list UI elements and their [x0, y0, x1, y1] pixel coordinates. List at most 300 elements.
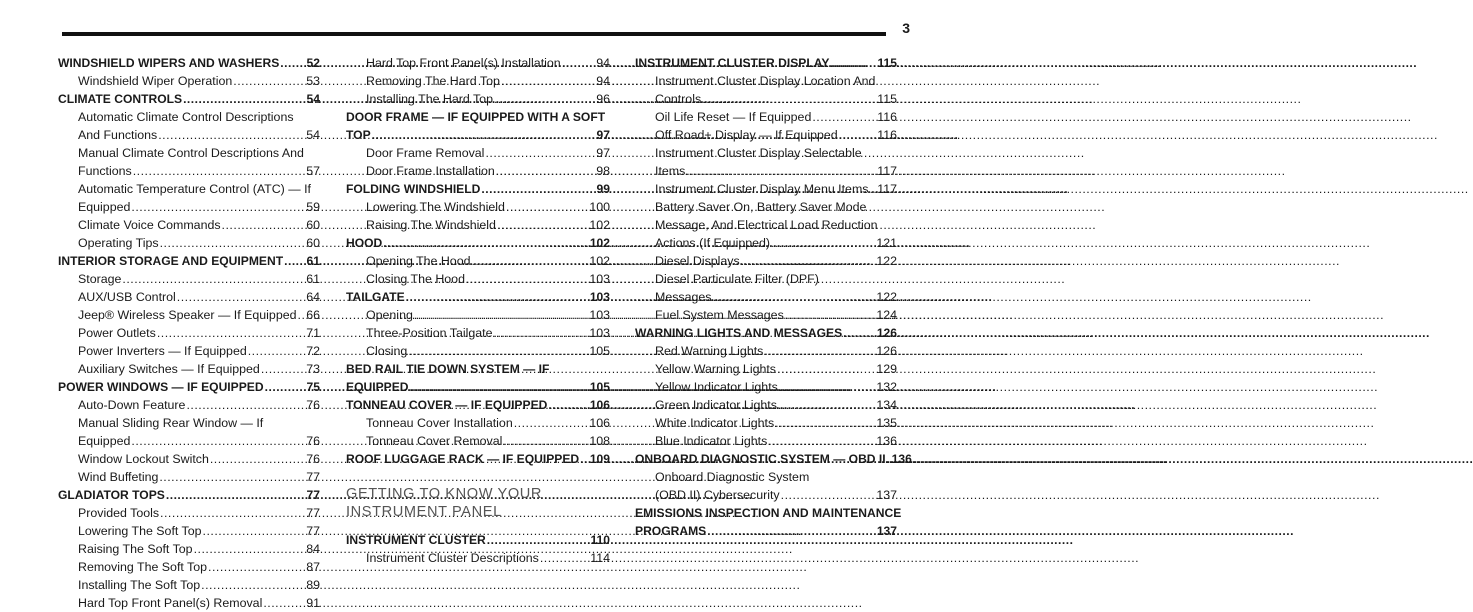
toc-entry-page: 115 [877, 56, 897, 70]
toc-subsection-entry[interactable] [58, 450, 320, 468]
toc-entry-title: INSTRUMENT CLUSTER [346, 533, 486, 547]
toc-subsection-entry[interactable] [635, 414, 897, 432]
toc-entry-page: 117 [877, 182, 897, 196]
toc-entry-page: 129 [876, 362, 897, 376]
toc-entry-title: Yellow Indicator Lights [655, 380, 778, 394]
toc-entry-page: 76 [306, 398, 320, 412]
dot-leader [177, 288, 305, 306]
toc-entry-title: Hard Top Front Panel(s) Removal [78, 596, 263, 610]
toc-entry-title: CLIMATE CONTROLS [58, 92, 183, 106]
toc-subsection-entry[interactable] [58, 540, 320, 558]
toc-subsection-entry[interactable] [58, 126, 320, 144]
toc-subsection-entry[interactable] [58, 504, 320, 522]
toc-section-entry[interactable] [58, 486, 320, 504]
toc-entry-page: 52 [306, 56, 320, 70]
toc-subsection-entry[interactable] [58, 558, 320, 576]
toc-entry-title: Blue Indicator Lights [655, 434, 768, 448]
toc-entry-title: Wind Buffeting [78, 470, 159, 484]
toc-entry-title: Messages [655, 290, 712, 304]
dot-leader [222, 216, 306, 234]
toc-subsection-entry[interactable] [58, 234, 320, 252]
toc-entry-page: 57 [306, 164, 320, 178]
toc-entry-page: 103 [589, 272, 610, 286]
toc-entry-page: 134 [876, 398, 897, 412]
toc-entry-page: 72 [306, 344, 320, 358]
dot-leader [481, 180, 595, 198]
dot-leader [562, 54, 596, 72]
toc-entry-title: Instrument Cluster Display Location And [655, 74, 876, 88]
toc-subsection-entry[interactable] [58, 522, 320, 540]
dot-leader [506, 198, 588, 216]
toc-subsection-entry[interactable] [346, 270, 610, 288]
dot-leader [830, 54, 876, 72]
toc-entry-title: Fuel System Messages [655, 308, 784, 322]
toc-entry-title: TOP [346, 128, 371, 142]
toc-entry-title: DOOR FRAME — IF EQUIPPED WITH A SOFT [346, 110, 606, 124]
toc-entry-page: 94 [596, 74, 610, 88]
dot-leader [494, 324, 589, 342]
toc-entry-title: Installing The Soft Top [78, 578, 201, 592]
toc-entry-page: 97 [596, 146, 610, 160]
toc-entry-title: Diesel Particulate Filter (DPF) [655, 272, 819, 286]
dot-leader [741, 252, 876, 270]
toc-entry-title: WARNING LIGHTS AND MESSAGES [635, 326, 843, 340]
toc-entry-title: Power Outlets [78, 326, 156, 340]
toc-entry-page: 126 [876, 344, 897, 358]
toc-entry-page: 53 [306, 74, 320, 88]
toc-entry-page: 106 [589, 416, 610, 430]
toc-subsection-entry[interactable] [635, 270, 897, 288]
toc-entry-title: Automatic Climate Control Descriptions [78, 110, 294, 124]
toc-subsection-entry[interactable] [635, 180, 897, 198]
toc-entry-page: 114 [590, 551, 610, 565]
dot-leader [248, 342, 305, 360]
toc-entry-page: 71 [306, 326, 320, 340]
dot-leader [764, 342, 875, 360]
toc-entry-page: 54 [306, 128, 320, 142]
toc-subsection-entry[interactable] [346, 72, 610, 90]
toc-entry-page: 61 [306, 254, 320, 268]
toc-section-entry[interactable] [346, 180, 610, 198]
toc-entry-page: 66 [306, 308, 320, 322]
toc-entry-title: Closing The Hood [366, 272, 465, 286]
toc-entry-page: 135 [876, 416, 897, 430]
chapter-heading [346, 485, 610, 521]
toc-entry-page: 136 [891, 452, 912, 466]
dot-leader [497, 216, 588, 234]
toc-subsection-entry[interactable] [346, 342, 610, 360]
dot-leader [707, 522, 876, 540]
dot-leader [580, 450, 589, 468]
toc-subsection-entry[interactable] [58, 288, 320, 306]
toc-subsection-entry[interactable] [635, 144, 897, 162]
toc-entry-title: Equipped [78, 434, 131, 448]
toc-entry-page: 122 [876, 254, 897, 268]
toc-entry-title: Red Warning Lights [655, 344, 764, 358]
toc-entry-page: 115 [877, 92, 897, 106]
toc-entry-title: Tonneau Cover Removal [366, 434, 503, 448]
toc-subsection-entry[interactable] [58, 576, 320, 594]
toc-subsection-entry[interactable] [58, 180, 320, 198]
toc-subsection-entry[interactable] [58, 198, 320, 216]
toc-entry-title: ROOF LUGGAGE RACK — IF EQUIPPED [346, 452, 580, 466]
toc-subsection-entry[interactable] [58, 396, 320, 414]
toc-subsection-entry[interactable] [346, 144, 610, 162]
toc-entry-title: Opening The Hood [366, 254, 471, 268]
toc-entry-page: 102 [589, 236, 610, 250]
toc-entry-title: Climate Voice Commands [78, 218, 221, 232]
toc-entry-title: (OBD II) Cybersecurity [655, 488, 780, 502]
toc-entry-title: Door Frame Installation [366, 164, 495, 178]
toc-entry-page: 61 [306, 272, 320, 286]
toc-section-entry[interactable] [346, 360, 610, 378]
toc-entry-page: 121 [876, 236, 897, 250]
toc-subsection-entry[interactable] [346, 414, 610, 432]
toc-subsection-entry[interactable] [58, 594, 320, 612]
toc-subsection-entry[interactable] [58, 72, 320, 90]
toc-subsection-entry[interactable] [635, 378, 897, 396]
toc-subsection-entry[interactable] [346, 54, 610, 72]
toc-subsection-entry[interactable] [58, 108, 320, 126]
toc-entry-page: 137 [876, 524, 897, 538]
dot-leader [210, 450, 305, 468]
toc-entry-title: Storage [78, 272, 122, 286]
dot-leader [485, 144, 595, 162]
toc-subsection-entry[interactable] [346, 306, 610, 324]
dot-leader [466, 270, 588, 288]
toc-entry-title: Yellow Warning Lights [655, 362, 776, 376]
toc-entry-title: Automatic Temperature Control (ATC) — If [78, 182, 311, 196]
toc-entry-page: 96 [596, 92, 610, 106]
toc-entry-title: GLADIATOR TOPS [58, 488, 165, 502]
toc-entry-page: 77 [306, 506, 320, 520]
toc-entry-title: TAILGATE [346, 290, 405, 304]
dot-leader [284, 252, 305, 270]
toc-subsection-entry[interactable] [346, 162, 610, 180]
dot-leader [157, 324, 305, 342]
dot-leader [261, 360, 305, 378]
toc-entry-title: Installing The Hard Top [366, 92, 493, 106]
dot-leader [383, 234, 589, 252]
toc-section-entry[interactable] [346, 531, 610, 549]
toc-entry-title: Provided Tools [78, 506, 160, 520]
toc-section-entry[interactable] [346, 108, 610, 126]
toc-subsection-entry[interactable] [635, 306, 897, 324]
toc-subsection-entry[interactable] [635, 342, 897, 360]
toc-entry-page: 75 [306, 380, 320, 394]
dot-leader [406, 288, 589, 306]
toc-entry-page: 122 [876, 290, 897, 304]
dot-leader [160, 234, 306, 252]
toc-entry-title: INTERIOR STORAGE AND EQUIPMENT [58, 254, 284, 268]
toc-entry-title: INSTRUMENT CLUSTER DISPLAY [635, 56, 830, 70]
toc-section-entry[interactable] [346, 234, 610, 252]
toc-section-entry[interactable] [635, 54, 897, 72]
toc-entry-page: 99 [596, 182, 610, 196]
dot-leader [471, 252, 588, 270]
toc-entry-page: 132 [876, 380, 897, 394]
toc-entry-page: 54 [306, 92, 320, 106]
dot-leader [201, 576, 305, 594]
toc-subsection-entry[interactable] [635, 396, 897, 414]
toc-entry-title: Functions [78, 164, 132, 178]
dot-leader [131, 432, 305, 450]
toc-entry-page: 60 [306, 218, 320, 232]
toc-entry-page: 59 [306, 200, 320, 214]
toc-entry-title: And Functions [78, 128, 158, 142]
toc-entry-page: 73 [306, 362, 320, 376]
toc-entry-title: HOOD [346, 236, 383, 250]
toc-subsection-entry[interactable] [346, 252, 610, 270]
toc-entry-page: 103 [589, 290, 610, 304]
toc-entry-page: 77 [306, 488, 320, 502]
toc-subsection-entry[interactable] [58, 360, 320, 378]
toc-entry-title: Equipped [78, 200, 131, 214]
toc-entry-title: Window Lockout Switch [78, 452, 209, 466]
dot-leader [514, 414, 589, 432]
dot-leader [122, 270, 305, 288]
toc-entry-page: 136 [876, 434, 897, 448]
toc-entry-page: 124 [876, 308, 897, 322]
toc-entry-page: 137 [876, 488, 897, 502]
dot-leader [869, 180, 876, 198]
dot-leader [280, 54, 305, 72]
toc-subsection-entry[interactable] [635, 252, 897, 270]
toc-subsection-entry[interactable] [635, 72, 897, 90]
toc-entry-title: AUX/USB Control [78, 290, 176, 304]
dot-leader [131, 198, 305, 216]
toc-section-entry[interactable] [635, 450, 912, 468]
chapter-heading-line: GETTING TO KNOW YOUR [346, 486, 543, 502]
toc-entry-page: 105 [589, 344, 610, 358]
toc-entry-title: Lowering The Soft Top [78, 524, 202, 538]
toc-entry-title: Message, And Electrical Load Reduction [655, 218, 878, 232]
toc-entry-title: Oil Life Reset — If Equipped [655, 110, 812, 124]
toc-subsection-entry[interactable] [346, 216, 610, 234]
toc-entry-page: 116 [877, 110, 897, 124]
toc-subsection-entry[interactable] [58, 432, 320, 450]
toc-section-entry[interactable] [58, 252, 320, 270]
toc-subsection-entry[interactable] [635, 360, 897, 378]
toc-entry-page: 102 [589, 218, 610, 232]
toc-section-entry[interactable] [58, 54, 320, 72]
toc-entry-page: 87 [306, 560, 320, 574]
dot-leader [203, 522, 306, 540]
toc-subsection-entry[interactable] [635, 468, 897, 486]
dot-leader [158, 126, 305, 144]
toc-entry-title: Off Road+ Display — If Equipped [655, 128, 838, 142]
dot-leader [839, 126, 877, 144]
dot-leader [133, 162, 305, 180]
toc-entry-page: 84 [306, 542, 320, 556]
dot-leader [503, 432, 588, 450]
toc-entry-title: Raising The Soft Top [78, 542, 193, 556]
toc-subsection-entry[interactable] [58, 468, 320, 486]
toc-subsection-entry[interactable] [635, 432, 897, 450]
dot-leader [298, 306, 306, 324]
toc-subsection-entry[interactable] [635, 486, 897, 504]
toc-entry-title: Hard Top Front Panel(s) Installation [366, 56, 561, 70]
dot-leader [548, 396, 588, 414]
toc-entry-page: 126 [876, 326, 897, 340]
toc-entry-page: 76 [306, 452, 320, 466]
dot-leader [785, 306, 876, 324]
toc-section-entry[interactable] [58, 378, 320, 396]
toc-subsection-entry[interactable] [58, 144, 320, 162]
dot-leader [166, 486, 306, 504]
toc-column-1 [58, 54, 320, 612]
page-number: 3 [902, 20, 910, 36]
dot-leader [540, 549, 589, 567]
dot-leader [487, 531, 590, 549]
toc-entry-title: PROGRAMS [635, 524, 707, 538]
toc-entry-page: 108 [589, 434, 610, 448]
toc-subsection-entry[interactable] [58, 324, 320, 342]
toc-section-entry[interactable] [635, 504, 902, 522]
toc-entry-title: Instrument Cluster Descriptions [366, 551, 539, 565]
toc-subsection-entry[interactable] [635, 162, 897, 180]
toc-subsection-entry[interactable] [346, 90, 610, 108]
dot-leader [501, 72, 595, 90]
toc-section-entry[interactable] [346, 126, 610, 144]
toc-section-entry[interactable] [635, 522, 897, 540]
dot-leader [812, 108, 876, 126]
toc-entry-title: Door Frame Removal [366, 146, 485, 160]
toc-section-entry[interactable] [346, 378, 610, 396]
toc-entry-title: Manual Climate Control Descriptions And [78, 146, 304, 160]
dot-leader [265, 378, 306, 396]
toc-entry-title: Onboard Diagnostic System [655, 470, 810, 484]
toc-entry-title: Controls [655, 92, 702, 106]
toc-entry-page: 117 [877, 164, 897, 178]
toc-subsection-entry[interactable] [635, 126, 897, 144]
toc-entry-title: Green Indicator Lights [655, 398, 777, 412]
toc-entry-title: WINDSHIELD WIPERS AND WASHERS [58, 56, 280, 70]
toc-section-entry[interactable] [58, 90, 320, 108]
toc-section-entry[interactable] [346, 288, 610, 306]
toc-subsection-entry[interactable] [346, 432, 610, 450]
toc-entry-title: Auxiliary Switches — If Equipped [78, 362, 260, 376]
chapter-heading-line: INSTRUMENT PANEL [346, 504, 502, 520]
toc-entry-page: 89 [306, 578, 320, 592]
toc-entry-title: Instrument Cluster Display Selectable [655, 146, 862, 160]
toc-entry-title: Removing The Soft Top [78, 560, 208, 574]
toc-subsection-entry[interactable] [635, 234, 897, 252]
header-rule [62, 32, 886, 36]
dot-leader [408, 342, 588, 360]
toc-subsection-entry[interactable] [58, 216, 320, 234]
dot-leader [194, 540, 306, 558]
toc-entry-title: Tonneau Cover Installation [366, 416, 513, 430]
toc-entry-page: 97 [596, 128, 610, 142]
dot-leader [159, 468, 305, 486]
dot-leader [263, 594, 305, 612]
toc-entry-title: Manual Sliding Rear Window — If [78, 416, 264, 430]
toc-entry-page: 106 [589, 398, 610, 412]
toc-entry-page: 64 [306, 290, 320, 304]
toc-subsection-entry[interactable] [58, 270, 320, 288]
dot-leader [775, 414, 875, 432]
dot-leader [233, 72, 305, 90]
toc-entry-title: ONBOARD DIAGNOSTIC SYSTEM — OBD II [635, 452, 886, 466]
toc-entry-page: 91 [306, 596, 320, 610]
toc-entry-title: Actions (If Equipped) [655, 236, 771, 250]
toc-entry-page: 98 [596, 164, 610, 178]
toc-entry-title: Power Inverters — If Equipped [78, 344, 247, 358]
dot-leader [779, 378, 875, 396]
toc-entry-page: 110 [590, 533, 610, 547]
dot-leader [777, 360, 875, 378]
toc-subsection-entry[interactable] [346, 324, 610, 342]
dot-leader [186, 396, 305, 414]
toc-subsection-entry[interactable] [58, 162, 320, 180]
toc-subsection-entry[interactable] [58, 306, 320, 324]
dot-leader [887, 450, 891, 468]
toc-entry-title: Diesel Displays [655, 254, 740, 268]
toc-subsection-entry[interactable] [635, 108, 897, 126]
toc-entry-title: Instrument Cluster Display Menu Items [655, 182, 869, 196]
toc-entry-title: Jeep® Wireless Speaker — If Equipped [78, 308, 297, 322]
toc-entry-title: POWER WINDOWS — IF EQUIPPED [58, 380, 264, 394]
dot-leader [771, 234, 875, 252]
toc-entry-page: 94 [596, 56, 610, 70]
dot-leader [183, 90, 305, 108]
toc-section-entry[interactable] [635, 324, 897, 342]
toc-entry-title: EMISSIONS INSPECTION AND MAINTENANCE [635, 506, 902, 520]
toc-subsection-entry[interactable] [346, 198, 610, 216]
dot-leader [496, 162, 595, 180]
toc-subsection-entry[interactable] [346, 549, 610, 567]
toc-subsection-entry[interactable] [58, 342, 320, 360]
toc-entry-page: 100 [589, 200, 610, 214]
dot-leader [494, 90, 595, 108]
toc-subsection-entry[interactable] [635, 216, 897, 234]
toc-entry-title: FOLDING WINDSHIELD [346, 182, 481, 196]
dot-leader [843, 324, 876, 342]
toc-entry-title: Lowering The Windshield [366, 200, 505, 214]
toc-section-entry[interactable] [346, 450, 610, 468]
toc-subsection-entry[interactable] [635, 288, 897, 306]
toc-entry-page: 102 [589, 254, 610, 268]
dot-leader [781, 486, 876, 504]
toc-entry-title: EQUIPPED [346, 380, 409, 394]
toc-subsection-entry[interactable] [58, 414, 320, 432]
dot-leader [372, 126, 596, 144]
dot-leader [702, 90, 876, 108]
dot-leader [208, 558, 305, 576]
toc-entry-title: Opening [366, 308, 413, 322]
toc-entry-title: White Indicator Lights [655, 416, 775, 430]
toc-subsection-entry[interactable] [635, 198, 897, 216]
toc-entry-page: 103 [589, 326, 610, 340]
toc-entry-title: Removing The Hard Top [366, 74, 500, 88]
toc-entry-page: 76 [306, 434, 320, 448]
toc-entry-title: Closing [366, 344, 408, 358]
toc-entry-page: 60 [306, 236, 320, 250]
toc-entry-page: 77 [306, 524, 320, 538]
toc-column-2 [346, 54, 610, 567]
toc-entry-page: 77 [306, 470, 320, 484]
toc-entry-title: Three-Position Tailgate [366, 326, 493, 340]
toc-section-entry[interactable] [346, 396, 610, 414]
dot-leader [686, 162, 876, 180]
toc-entry-page: 116 [877, 128, 897, 142]
toc-entry-title: Raising The Windshield [366, 218, 496, 232]
dot-leader [778, 396, 875, 414]
toc-subsection-entry[interactable] [635, 90, 897, 108]
toc-entry-page: 109 [589, 452, 610, 466]
toc-entry-page: 105 [589, 380, 610, 394]
